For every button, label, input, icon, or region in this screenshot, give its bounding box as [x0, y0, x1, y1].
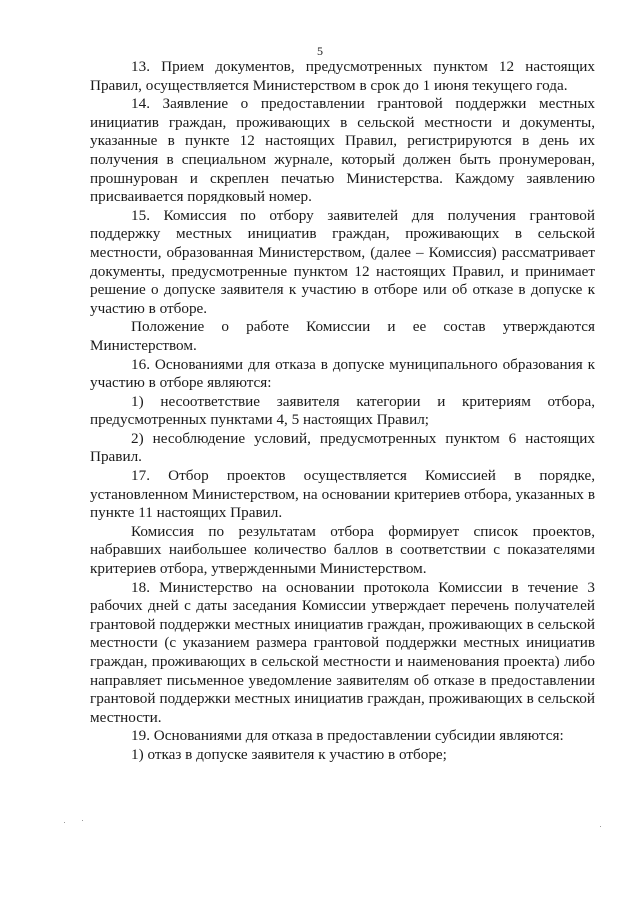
scan-speck [82, 820, 83, 821]
paragraph-13: 13. Прием документов, предусмотренных пунктом 12 настоящих Правил, осуществляется Министерством в срок до 1 июня текущего года. [90, 58, 595, 94]
paragraph-15: 15. Комиссия по отбору заявителей для получения грантовой поддержку местных инициатив граждан, проживающих в сельской местности, образованная Министерством, (далее – Комиссия) рассматривает документы, предусмотренные пунктом 12 настоящих Правил, и принимает решение о допуске заявителя к участию в отборе или об отказе в допуске к участию в отборе. [90, 206, 595, 317]
paragraph-commission-results: Комиссия по результатам отбора формирует список проектов, набравших наибольшее количество баллов в соответствии с показателями критериев отбора, утвержденными Министерством. [90, 522, 595, 578]
paragraph-18: 18. Министерство на основании протокола Комиссии в течение 3 рабочих дней с даты заседания Комиссии утверждает перечень получателей грантовой поддержки местных инициатив граждан, проживающих в сельской местности (с указанием размера грантовой поддержки местных инициатив граждан, проживающих в сельской местности и наименования проекта) либо направляет письменное уведомление заявителям об отказе в предоставлении грантовой поддержки местных инициатив граждан, проживающих в сельской местности. [90, 578, 595, 726]
paragraph-19: 19. Основаниями для отказа в предоставлении субсидии являются: [131, 727, 564, 745]
paragraph-commission-regulation: Положение о работе Комиссии и ее состав утверждаются Министерством. [90, 318, 595, 354]
scan-speck [64, 822, 65, 823]
scan-speck [600, 826, 601, 827]
paragraph-17: 17. Отбор проектов осуществляется Комиссией в порядке, установленном Министерством, на основании критериев отбора, указанных в пункте 11 настоящих Правил. [90, 467, 595, 522]
paragraph-19-item-1: 1) отказ в допуске заявителя к участию в отборе; [131, 745, 447, 763]
document-body [90, 58, 595, 765]
paragraph-14: 14. Заявление о предоставлении грантовой поддержки местных инициатив граждан, проживающих в сельской местности и документы, указанные в пункте 12 настоящих Правил, регистрируются в день их получения в специальном журнале, который должен быть пронумерован, прошнурован и скреплен печатью Министерства. Каждому заявлению присваивается порядковый номер. [90, 95, 595, 206]
page-number: 5 [317, 44, 323, 58]
paragraph-16: 16. Основаниями для отказа в допуске муниципального образования к участию в отборе являются: [90, 355, 595, 392]
paragraph-16-item-2: 2) несоблюдение условий, предусмотренных пунктом 6 настоящих Правил. [90, 429, 595, 466]
paragraph-16-item-1: 1) несоответствие заявителя категории и критериям отбора, предусмотренных пунктами 4, 5 настоящих Правил; [90, 392, 595, 429]
